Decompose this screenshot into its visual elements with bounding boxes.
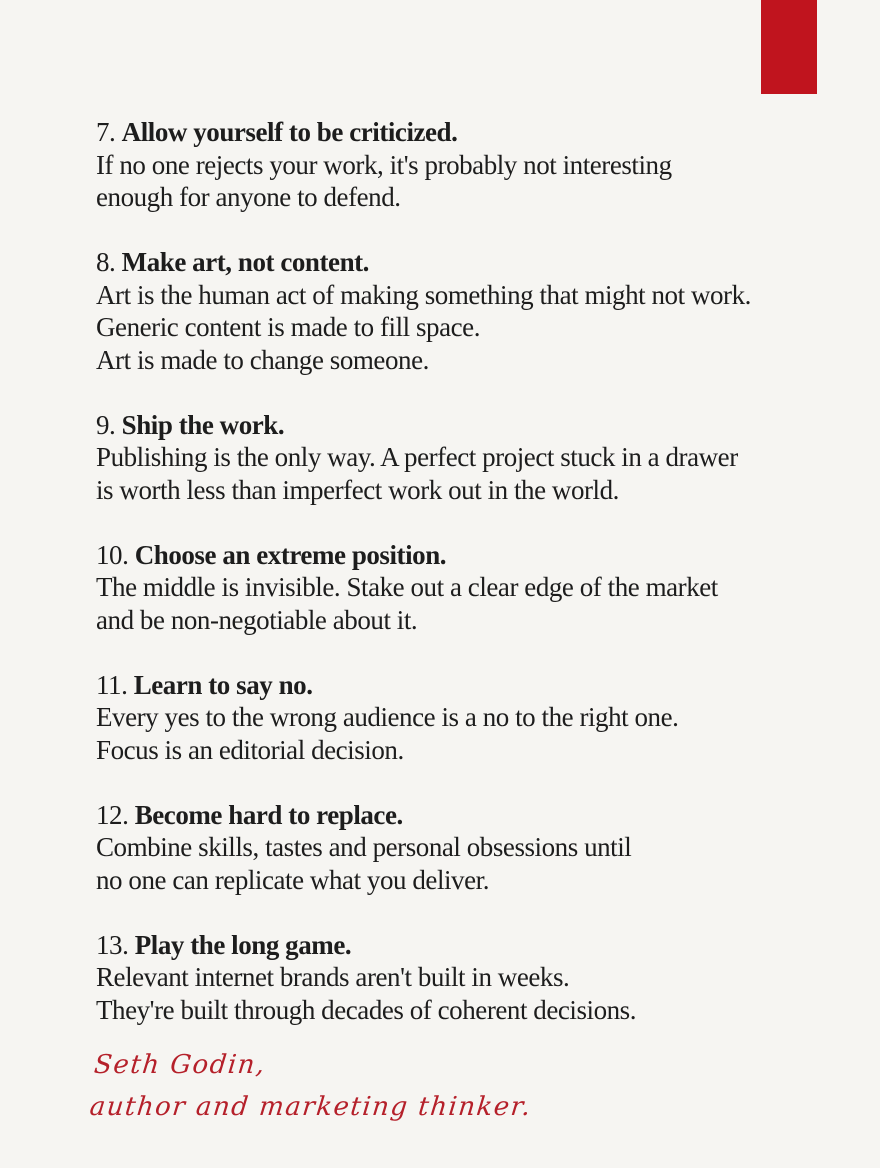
signature-name: Seth Godin, xyxy=(92,1050,268,1080)
item-number: 13. xyxy=(96,929,129,960)
item-text-line: no one can replicate what you deliver. xyxy=(96,864,489,895)
list-item xyxy=(96,409,836,507)
item-number: 7. xyxy=(96,117,116,147)
item-heading xyxy=(96,409,836,442)
list-item xyxy=(96,929,836,1027)
item-text-line: Relevant internet brands aren't built in weeks. xyxy=(96,962,570,992)
item-text-line: Art is the human act of making something that might not work. xyxy=(96,279,751,310)
item-text-line: Generic content is made to fill space. xyxy=(96,312,480,342)
item-heading xyxy=(96,116,836,149)
item-heading xyxy=(96,799,836,832)
item-text-line: Combine skills, tastes and personal obsessions until xyxy=(96,832,632,862)
list-item xyxy=(96,669,836,767)
handwritten-signature xyxy=(88,1044,617,1128)
item-text-line: They're built through decades of coherent decisions. xyxy=(96,994,637,1025)
list-item xyxy=(96,799,836,897)
item-text-line: The middle is invisible. Stake out a clear edge of the market xyxy=(96,572,718,602)
item-title: Allow yourself to be criticized. xyxy=(121,117,458,147)
list-item xyxy=(96,246,836,376)
item-text-line: Art is made to change someone. xyxy=(96,344,429,375)
item-title: Become hard to replace. xyxy=(134,799,403,830)
red-bookmark-tab xyxy=(761,0,817,94)
item-number: 12. xyxy=(96,799,129,830)
numbered-list xyxy=(96,116,836,1059)
item-text-line: Focus is an editorial decision. xyxy=(96,734,404,765)
item-text-line: Publishing is the only way. A perfect project stuck in a drawer xyxy=(96,442,738,472)
item-number: 9. xyxy=(96,409,116,440)
item-text-line: If no one rejects your work, it's probably not interesting xyxy=(96,149,672,180)
list-item xyxy=(96,539,836,637)
item-text-line: Every yes to the wrong audience is a no to the right one. xyxy=(96,702,679,732)
item-heading xyxy=(96,539,836,572)
item-number: 11. xyxy=(96,669,128,700)
item-text-line: enough for anyone to defend. xyxy=(96,182,401,212)
item-number: 8. xyxy=(96,247,116,277)
item-heading xyxy=(96,669,836,702)
item-title: Ship the work. xyxy=(121,409,285,440)
item-title: Learn to say no. xyxy=(133,669,313,700)
list-item xyxy=(96,116,836,214)
item-heading xyxy=(96,246,836,279)
item-text-line: and be non-negotiable about it. xyxy=(96,604,418,635)
item-number: 10. xyxy=(96,539,129,570)
signature-role: author and marketing thinker. xyxy=(88,1092,534,1122)
item-text-line: is worth less than imperfect work out in the world. xyxy=(96,474,619,505)
item-title: Make art, not content. xyxy=(121,247,369,277)
item-title: Play the long game. xyxy=(134,929,352,960)
item-heading xyxy=(96,929,836,962)
item-title: Choose an extreme position. xyxy=(134,539,447,570)
